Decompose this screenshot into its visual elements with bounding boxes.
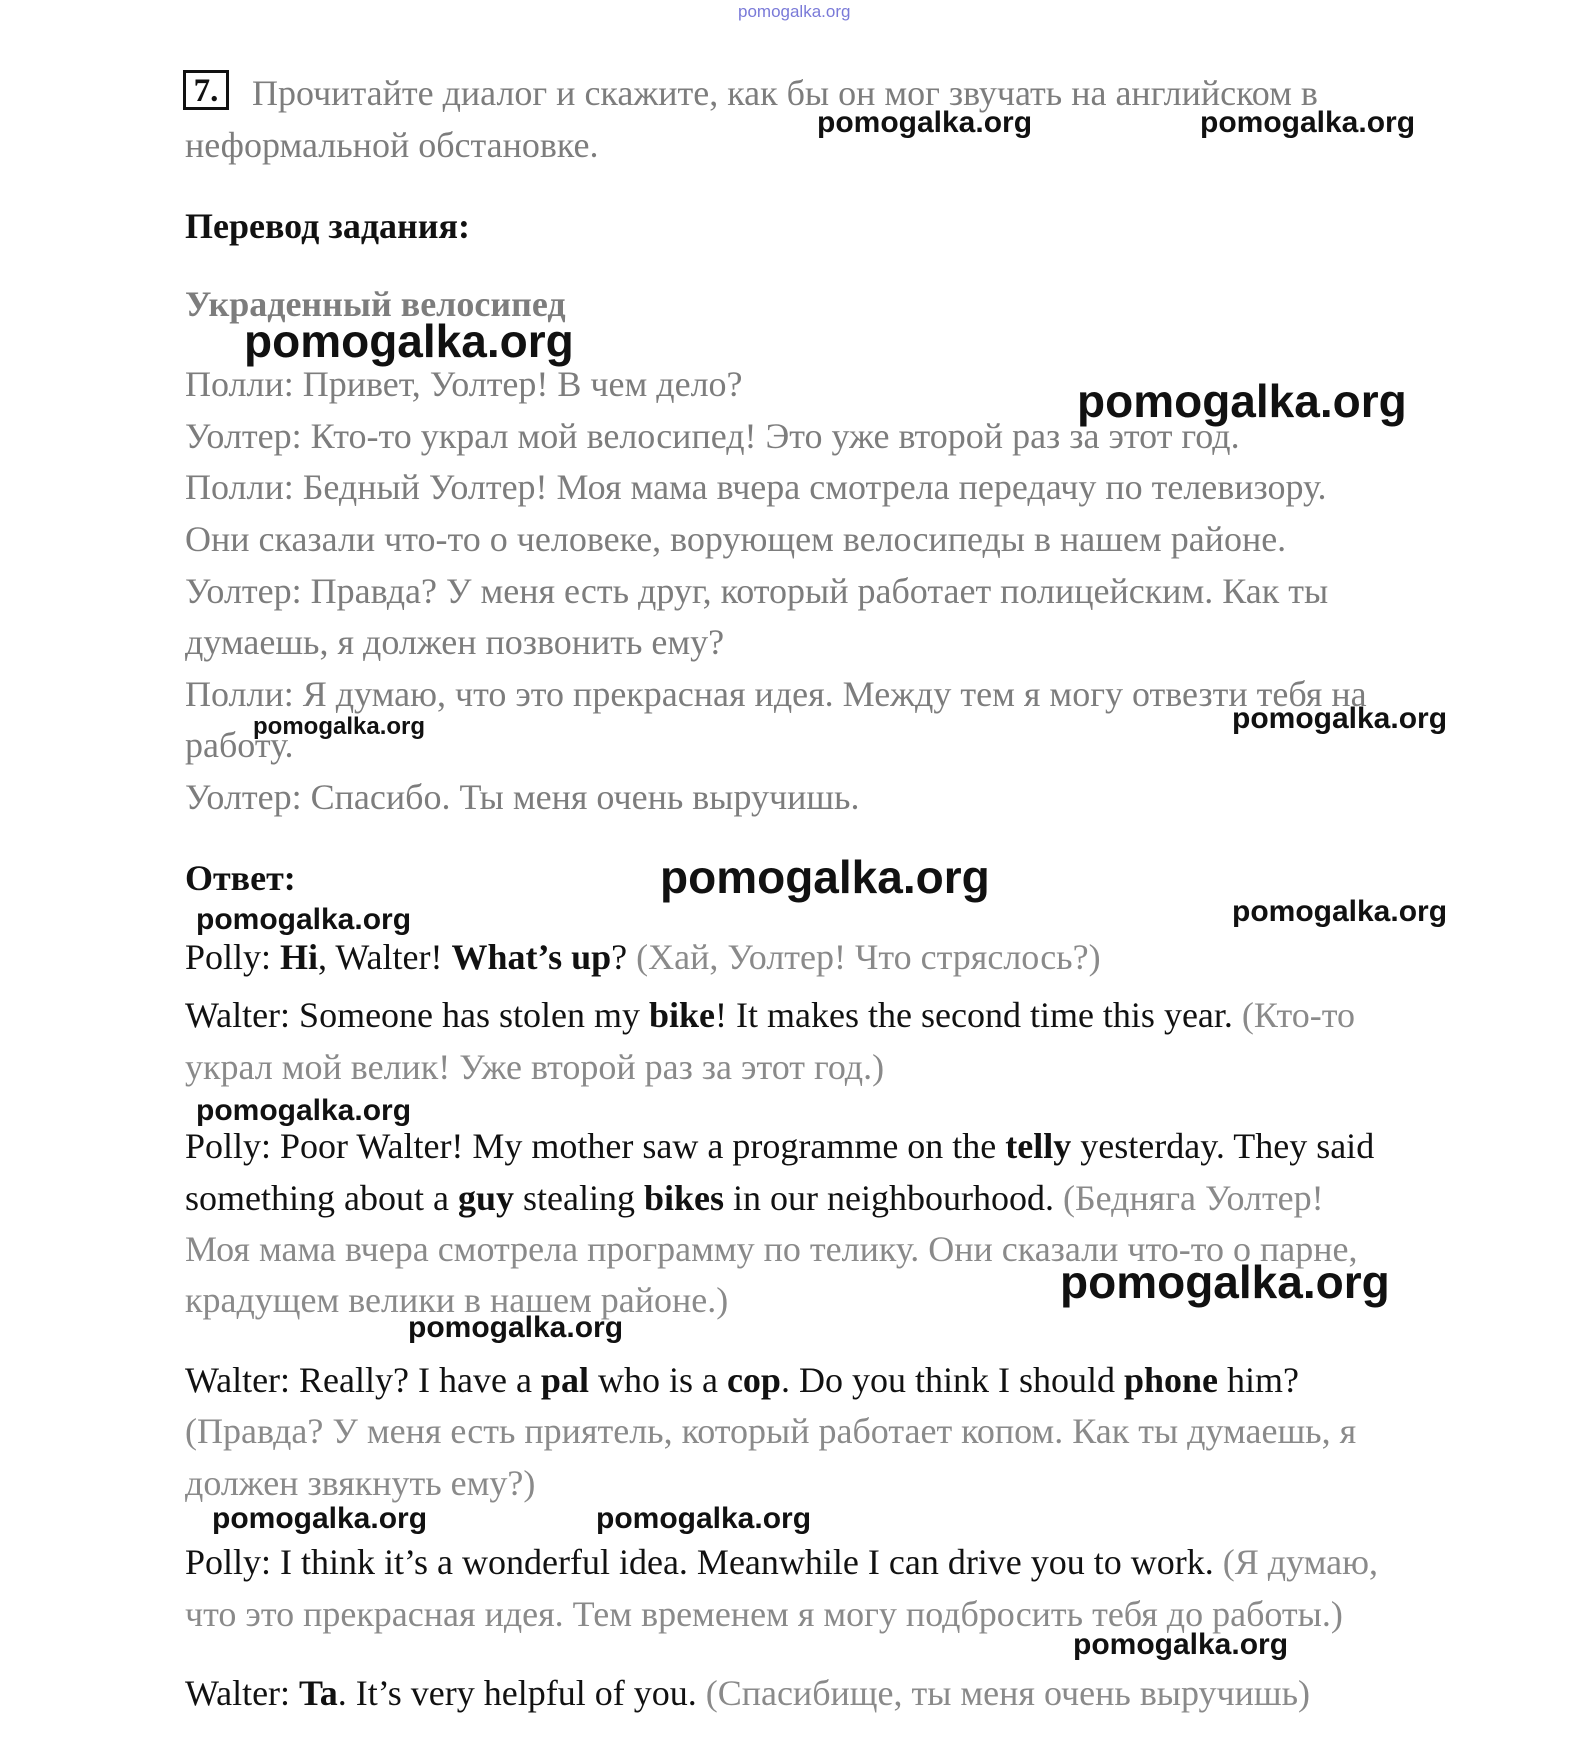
watermark: pomogalka.org [253, 713, 426, 740]
translation-line: Они сказали что-то о человеке, ворующем велосипеды в нашем районе. [185, 519, 1287, 559]
answer-line: что это прекрасная идея. Тем временем я могу подбросить тебя до работы.) [185, 1594, 1343, 1634]
answer-line: должен звякнуть ему?) [185, 1463, 536, 1503]
watermark: pomogalka.org [244, 315, 574, 367]
task-number: 7. [183, 70, 229, 110]
translation-line: Полли: Я думаю, что это прекрасная идея. Между тем я могу отвезти тебя на [185, 674, 1367, 714]
translation-line: Уолтер: Кто-то украл мой велосипед! Это уже второй раз за этот год. [185, 416, 1240, 456]
answer-line: Walter: Ta. It’s very helpful of you. (Спасибище, ты меня очень выручишь) [185, 1673, 1311, 1713]
translation-line: Полли: Привет, Уолтер! В чем дело? [185, 364, 743, 404]
task-instruction-line1: Прочитайте диалог и скажите, как бы он мог звучать на английском в [252, 73, 1318, 113]
translation-line: Уолтер: Правда? У меня есть друг, который работает полицейским. Как ты [185, 571, 1329, 611]
translation-line: Полли: Бедный Уолтер! Моя мама вчера смотрела передачу по телевизору. [185, 467, 1327, 507]
answer-line: (Правда? У меня есть приятель, который работает копом. Как ты думаешь, я [185, 1411, 1357, 1451]
top-watermark: pomogalka.org [738, 2, 851, 21]
answer-line: Polly: Poor Walter! My mother saw a programme on the telly yesterday. They said [185, 1126, 1375, 1166]
answer-line: Polly: I think it’s a wonderful idea. Meanwhile I can drive you to work. (Я думаю, [185, 1542, 1379, 1582]
watermark: pomogalka.org [1200, 106, 1416, 139]
watermark: pomogalka.org [596, 1502, 812, 1535]
watermark: pomogalka.org [1077, 375, 1407, 427]
answer-heading: Ответ: [185, 858, 296, 898]
watermark: pomogalka.org [212, 1502, 428, 1535]
task-instruction-line2: неформальной обстановке. [185, 125, 599, 165]
watermark: pomogalka.org [1073, 1628, 1289, 1661]
watermark: pomogalka.org [1060, 1256, 1390, 1308]
translation-title: Украденный велосипед [185, 284, 566, 324]
watermark: pomogalka.org [408, 1311, 624, 1344]
watermark: pomogalka.org [1232, 702, 1448, 735]
watermark: pomogalka.org [1232, 895, 1448, 928]
answer-line: something about a guy stealing bikes in our neighbourhood. (Бедняга Уолтер! [185, 1178, 1324, 1218]
watermark: pomogalka.org [196, 903, 412, 936]
translation-line: думаешь, я должен позвонить ему? [185, 622, 725, 662]
answer-line: Walter: Someone has stolen my bike! It makes the second time this year. (Кто-то [185, 995, 1356, 1035]
answer-line: крадущем велики в нашем районе.) [185, 1280, 729, 1320]
answer-line: Polly: Hi, Walter! What’s up? (Хай, Уолтер! Что стряслось?) [185, 937, 1101, 977]
watermark: pomogalka.org [660, 851, 990, 903]
translation-line: работу. [185, 725, 294, 765]
watermark: pomogalka.org [196, 1094, 412, 1127]
translation-line: Уолтер: Спасибо. Ты меня очень выручишь. [185, 777, 860, 817]
watermark: pomogalka.org [817, 106, 1033, 139]
answer-line: Walter: Really? I have a pal who is a cop. Do you think I should phone him? [185, 1360, 1299, 1400]
answer-line: украл мой велик! Уже второй раз за этот год.) [185, 1047, 885, 1087]
answer-line: Моя мама вчера смотрела программу по телику. Они сказали что-то о парне, [185, 1229, 1358, 1269]
translation-heading: Перевод задания: [185, 206, 470, 246]
